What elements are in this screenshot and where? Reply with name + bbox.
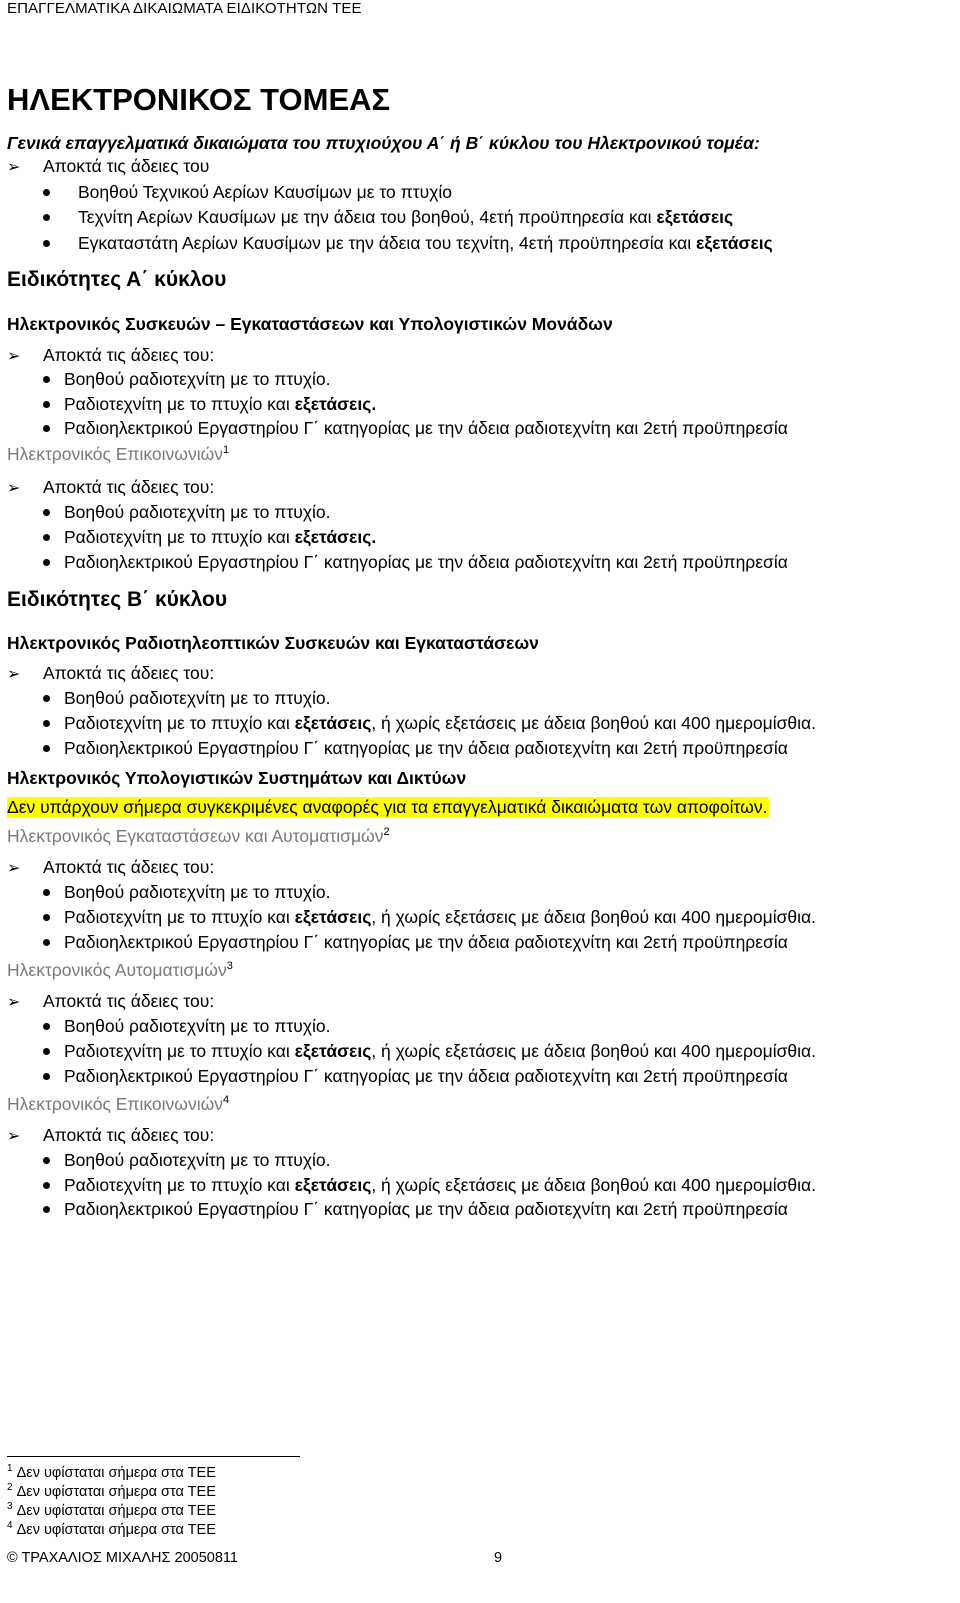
acquires-line: ➢ Αποκτά τις άδειες του: [7, 156, 210, 176]
list-item: Βοηθού ραδιοτεχνίτη με το πτυχίο.: [43, 502, 331, 523]
highlighted-notice: Δεν υπάρχουν σήμερα συγκεκριμένες αναφορές για τα επαγγελματικά δικαιώματα των αποφοίτων.: [7, 797, 768, 817]
round-bullet-icon: [43, 1182, 50, 1189]
list-item: Βοηθού ραδιοτεχνίτη με το πτυχίο.: [43, 1016, 331, 1037]
round-bullet-icon: [43, 240, 50, 247]
list-item: Ραδιοηλεκτρικού Εργαστηρίου Γ΄ κατηγορίας με την άδεια ραδιοτεχνίτη και 2ετή προϋπηρεσία: [43, 1199, 788, 1220]
footnote-ref[interactable]: 2: [383, 826, 390, 839]
acquires-line: ➢ Αποκτά τις άδειες του:: [7, 477, 215, 497]
page-number: 9: [494, 1550, 503, 1566]
specialty-heading: Ηλεκτρονικός Επικοινωνιών$^4$: [7, 1094, 230, 1114]
list-item: Βοηθού ραδιοτεχνίτη με το πτυχίο.: [43, 369, 331, 390]
list-item: Βοηθού ραδιοτεχνίτη με το πτυχίο.: [43, 1150, 331, 1171]
round-bullet-icon: [43, 189, 50, 196]
cycle-a-heading: Ειδικότητες Α΄ κύκλου: [7, 268, 227, 291]
footnote: $^4$ Δεν υφίσταται σήμερα στα ΤΕΕ: [7, 1520, 216, 1538]
list-item: Ραδιοηλεκτρικού Εργαστηρίου Γ΄ κατηγορίας με την άδεια ραδιοτεχνίτη και 2ετή προϋπηρεσία: [43, 738, 788, 759]
round-bullet-icon: [43, 425, 50, 432]
list-item: Βοηθού Τεχνικού Αερίων Καυσίμων με το πτυχίο: [43, 182, 452, 203]
list-item: Ραδιοηλεκτρικού Εργαστηρίου Γ΄ κατηγορίας με την άδεια ραδιοτεχνίτη και 2ετή προϋπηρεσία: [43, 1066, 788, 1087]
round-bullet-icon: [43, 695, 50, 702]
round-bullet-icon: [43, 1048, 50, 1055]
acquires-line: ➢ Αποκτά τις άδειες του:: [7, 345, 215, 365]
footnote-separator: [7, 1456, 300, 1457]
round-bullet-icon: [43, 1206, 50, 1213]
specialty-heading: Ηλεκτρονικός Αυτοματισμών$^3$: [7, 960, 233, 980]
round-bullet-icon: [43, 534, 50, 541]
arrowhead-bullet-icon: ➢: [7, 1128, 21, 1145]
round-bullet-icon: [43, 1073, 50, 1080]
round-bullet-icon: [43, 376, 50, 383]
list-item: Ραδιοτεχνίτη με το πτυχίο και εξετάσεις, ή χωρίς εξετάσεις με άδεια βοηθού και 400 ημερομίσθια.: [43, 1175, 816, 1196]
list-item: Ραδιοτεχνίτη με το πτυχίο και εξετάσεις, ή χωρίς εξετάσεις με άδεια βοηθού και 400 ημερομίσθια.: [43, 1041, 816, 1062]
acquires-line: ➢ Αποκτά τις άδειες του:: [7, 857, 215, 877]
general-rights-heading: Γενικά επαγγελματικά δικαιώματα του πτυχιούχου Α΄ ή Β΄ κύκλου του Ηλεκτρονικού τομέα:: [7, 133, 760, 153]
list-item: Ραδιοτεχνίτη με το πτυχίο και εξετάσεις.: [43, 394, 376, 415]
footnote: $^3$ Δεν υφίσταται σήμερα στα ΤΕΕ: [7, 1501, 216, 1519]
footnote: $^1$ Δεν υφίσταται σήμερα στα ΤΕΕ: [7, 1463, 216, 1481]
cycle-b-heading: Ειδικότητες Β΄ κύκλου: [7, 588, 228, 611]
list-item: Βοηθού ραδιοτεχνίτη με το πτυχίο.: [43, 688, 331, 709]
arrowhead-bullet-icon: ➢: [7, 348, 21, 365]
round-bullet-icon: [43, 214, 50, 221]
round-bullet-icon: [43, 939, 50, 946]
arrowhead-bullet-icon: ➢: [7, 860, 21, 877]
round-bullet-icon: [43, 889, 50, 896]
list-item: Ραδιοτεχνίτη με το πτυχίο και εξετάσεις.: [43, 527, 376, 548]
arrowhead-bullet-icon: ➢: [7, 480, 21, 497]
round-bullet-icon: [43, 1023, 50, 1030]
round-bullet-icon: [43, 509, 50, 516]
footnote: $^2$ Δεν υφίσταται σήμερα στα ΤΕΕ: [7, 1482, 216, 1500]
specialty-heading: Ηλεκτρονικός Συσκευών – Εγκαταστάσεων και Υπολογιστικών Μονάδων: [7, 314, 613, 334]
arrowhead-bullet-icon: ➢: [7, 159, 21, 176]
specialty-heading: Ηλεκτρονικός Ραδιοτηλεοπτικών Συσκευών και Εγκαταστάσεων: [7, 633, 539, 653]
acquires-line: ➢ Αποκτά τις άδειες του:: [7, 663, 215, 683]
round-bullet-icon: [43, 914, 50, 921]
footnote-ref[interactable]: 1: [223, 444, 230, 457]
list-item: Ραδιοτεχνίτη με το πτυχίο και εξετάσεις, ή χωρίς εξετάσεις με άδεια βοηθού και 400 ημερομίσθια.: [43, 713, 816, 734]
list-item: Τεχνίτη Αερίων Καυσίμων με την άδεια του βοηθού, 4ετή προϋπηρεσία και εξετάσεις: [43, 207, 733, 228]
specialty-heading: Ηλεκτρονικός Επικοινωνιών$^1$: [7, 444, 230, 464]
list-item: Εγκαταστάτη Αερίων Καυσίμων με την άδεια του τεχνίτη, 4ετή προϋπηρεσία και εξετάσεις: [43, 233, 773, 254]
specialty-heading: Ηλεκτρονικός Υπολογιστικών Συστημάτων και Δικτύων: [7, 768, 467, 788]
footer-copyright: © ΤΡΑΧΑΛΙΟΣ ΜΙΧΑΛΗΣ 20050811: [7, 1550, 238, 1566]
specialty-heading: Ηλεκτρονικός Εγκαταστάσεων και Αυτοματισμών$^2$: [7, 826, 390, 846]
round-bullet-icon: [43, 745, 50, 752]
list-item: Βοηθού ραδιοτεχνίτη με το πτυχίο.: [43, 882, 331, 903]
round-bullet-icon: [43, 1157, 50, 1164]
footnote-ref[interactable]: 3: [226, 960, 233, 973]
round-bullet-icon: [43, 720, 50, 727]
acquires-line: ➢ Αποκτά τις άδειες του:: [7, 991, 215, 1011]
arrowhead-bullet-icon: ➢: [7, 666, 21, 683]
running-header: ΕΠΑΓΓΕΛΜΑΤΙΚΑ ΔΙΚΑΙΩΜΑΤΑ ΕΙΔΙΚΟΤΗΤΩΝ ΤΕΕ: [7, 0, 362, 17]
list-item: Ραδιοηλεκτρικού Εργαστηρίου Γ΄ κατηγορίας με την άδεια ραδιοτεχνίτη και 2ετή προϋπηρεσία: [43, 418, 788, 439]
list-item: Ραδιοηλεκτρικού Εργαστηρίου Γ΄ κατηγορίας με την άδεια ραδιοτεχνίτη και 2ετή προϋπηρεσία: [43, 932, 788, 953]
round-bullet-icon: [43, 401, 50, 408]
list-item: Ραδιοτεχνίτη με το πτυχίο και εξετάσεις, ή χωρίς εξετάσεις με άδεια βοηθού και 400 ημερομίσθια.: [43, 907, 816, 928]
arrowhead-bullet-icon: ➢: [7, 994, 21, 1011]
list-item: Ραδιοηλεκτρικού Εργαστηρίου Γ΄ κατηγορίας με την άδεια ραδιοτεχνίτη και 2ετή προϋπηρεσία: [43, 552, 788, 573]
acquires-line: ➢ Αποκτά τις άδειες του:: [7, 1125, 215, 1145]
page-title: ΗΛΕΚΤΡΟΝΙΚΟΣ ΤΟΜΕΑΣ: [7, 82, 391, 117]
round-bullet-icon: [43, 559, 50, 566]
footnote-ref[interactable]: 4: [223, 1094, 230, 1107]
